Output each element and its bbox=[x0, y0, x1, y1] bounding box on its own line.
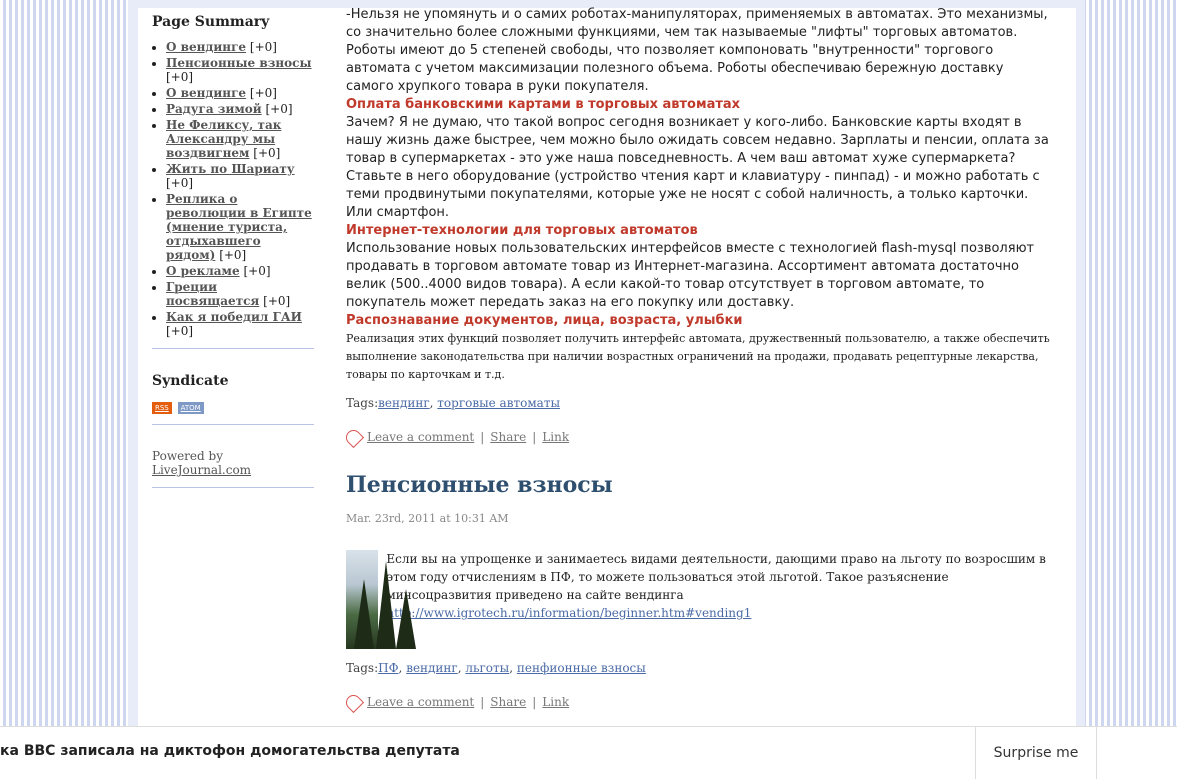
post-actions bbox=[346, 428, 1054, 446]
powered-by bbox=[152, 449, 314, 477]
summary-item bbox=[166, 118, 314, 160]
livejournal-link[interactable]: LiveJournal.com bbox=[152, 463, 252, 477]
summary-item bbox=[166, 56, 314, 84]
post-date: Mar. 23rd, 2011 at 10:31 AM bbox=[346, 512, 509, 525]
page-summary-list bbox=[152, 40, 314, 338]
sidebar bbox=[152, 10, 314, 512]
comment-count[interactable]: [+0] bbox=[166, 324, 194, 338]
separator: | bbox=[480, 695, 485, 709]
summary-link[interactable]: Реплика о революции в Египте (мнение туриста, отдыхавшего рядом) bbox=[166, 192, 312, 262]
summary-link[interactable]: О вендинге bbox=[166, 86, 247, 100]
tags-label: Tags: bbox=[346, 661, 379, 675]
divider bbox=[152, 348, 314, 349]
summary-link[interactable]: Как я победил ГАИ bbox=[166, 310, 302, 324]
post-paragraph: Использование новых пользовательских интерфейсов вместе с технологией flash-mysql позволяют продавать в торговом автомате товар из Интернет-магазина. Ассортимент автомата достаточно велик (500..4000 видов товара). А если какой-то товар отсутствует в торговом автомате, то покупатель может передать заказ на его покупку или доставку. bbox=[346, 241, 1035, 310]
section-title: Интернет-технологии для торговых автоматов bbox=[346, 223, 698, 238]
tag-link[interactable]: вендинг bbox=[378, 396, 430, 410]
post-url-link[interactable]: http://www.igrotech.ru/information/beginner.htm#vending1 bbox=[386, 606, 752, 620]
leave-comment-link[interactable]: Leave a comment bbox=[367, 430, 475, 444]
summary-item bbox=[166, 162, 314, 190]
rss-feed-button[interactable]: RSS bbox=[152, 402, 172, 414]
summary-item bbox=[166, 192, 314, 262]
tag-link[interactable]: вендинг bbox=[406, 661, 458, 675]
summary-link[interactable]: Радуга зимой bbox=[166, 102, 262, 116]
atom-feed-button[interactable]: ATOM bbox=[178, 402, 204, 414]
tree-icon bbox=[354, 579, 374, 649]
post-tags: Tags:ПФ, вендинг, льготы, пенфионные взносы bbox=[346, 661, 646, 675]
post-text bbox=[386, 550, 1054, 649]
section-title: Оплата банковскими картами в торговых автоматах bbox=[346, 97, 741, 112]
summary-item bbox=[166, 86, 314, 100]
main-content bbox=[346, 6, 1054, 711]
post-title[interactable]: Пенсионные взносы bbox=[346, 472, 613, 498]
tag-link[interactable]: льготы bbox=[465, 661, 510, 675]
summary-link[interactable]: Пенсионные взносы bbox=[166, 56, 312, 70]
surprise-me-button[interactable]: Surprise me bbox=[975, 727, 1097, 779]
post-image bbox=[346, 550, 378, 649]
comment-count[interactable]: [+0] bbox=[249, 40, 277, 54]
syndicate-title: Syndicate bbox=[152, 373, 229, 389]
separator: | bbox=[480, 430, 485, 444]
summary-link[interactable]: О рекламе bbox=[166, 264, 240, 278]
comment-count[interactable]: [+0] bbox=[166, 70, 194, 84]
powered-by-label: Powered by bbox=[152, 449, 223, 463]
summary-link[interactable]: Жить по Шариату bbox=[166, 162, 295, 176]
summary-link[interactable]: О вендинге bbox=[166, 40, 247, 54]
comment-count[interactable]: [+0] bbox=[263, 294, 291, 308]
summary-item bbox=[166, 280, 314, 308]
post-paragraph: -Нельзя не упомянуть и о самих роботах-манипуляторах, применяемых в автоматах. Это механизмы, со значительно более сложными функциями, чем так называемые "лифты" торговых автоматов. Роботы имеют до 5 степеней свободы, что позволяет компоновать "внутренности" торгового автомата с учетом максимизации полезного объема. Роботы обеспечиваю бережную доставку самого хрупкого товара в руки покупателя. bbox=[346, 7, 1048, 94]
heart-icon[interactable] bbox=[343, 691, 364, 712]
tree-icon bbox=[376, 561, 396, 649]
permalink[interactable]: Link bbox=[542, 695, 570, 709]
divider bbox=[152, 487, 314, 488]
page-summary-title: Page Summary bbox=[152, 14, 270, 30]
separator: | bbox=[532, 430, 537, 444]
post-tags: Tags:вендинг, торговые автоматы bbox=[346, 396, 561, 410]
leave-comment-link[interactable]: Leave a comment bbox=[367, 695, 475, 709]
summary-item bbox=[166, 264, 314, 278]
summary-item bbox=[166, 40, 314, 54]
comment-count[interactable]: [+0] bbox=[265, 102, 293, 116]
tag-link[interactable]: пенфионные взносы bbox=[516, 661, 646, 675]
summary-link[interactable]: Не Феликсу, так Александру мы воздвигнем bbox=[166, 118, 282, 160]
comment-count[interactable]: [+0] bbox=[166, 176, 194, 190]
permalink[interactable]: Link bbox=[542, 430, 570, 444]
tags-label: Tags: bbox=[346, 396, 379, 410]
comment-count[interactable]: [+0] bbox=[249, 86, 277, 100]
post-body bbox=[346, 550, 1054, 649]
summary-link[interactable]: Греции посвящается bbox=[166, 280, 260, 308]
news-headline[interactable]: ка BBC записала на диктофон домогательства депутата bbox=[0, 743, 460, 759]
tree-icon bbox=[396, 589, 416, 649]
share-link[interactable]: Share bbox=[490, 430, 527, 444]
tag-link[interactable]: ПФ bbox=[378, 661, 399, 675]
post-actions bbox=[346, 693, 1054, 711]
heart-icon[interactable] bbox=[343, 426, 364, 447]
comment-count[interactable]: [+0] bbox=[253, 146, 281, 160]
feed-badges bbox=[152, 399, 314, 414]
summary-item bbox=[166, 102, 314, 116]
news-bar bbox=[0, 726, 1177, 779]
tag-link[interactable]: торговые автоматы bbox=[437, 396, 561, 410]
post-paragraph: Зачем? Я не думаю, что такой вопрос сегодня возникает у кого-либо. Банковские карты входят в нашу жизнь даже быстрее, чем можно было ожидать совсем недавно. Зарплаты и пенсии, оплата за товар в супермаркетах - это уже наша повседневность. А чем ваш автомат хуже супермаркета? Ставьте в него оборудование (устройство чтения карт и клавиатуру - пинпад) - и можно работать с теми продвинутыми покупателями, которые уже не носят с собой наличность, а только карточки. Или смартфон. bbox=[346, 115, 1049, 220]
share-link[interactable]: Share bbox=[490, 695, 527, 709]
divider bbox=[152, 424, 314, 425]
summary-item bbox=[166, 310, 314, 338]
comment-count[interactable]: [+0] bbox=[243, 264, 271, 278]
post-paragraph: Реализация этих функций позволяет получить интерфейс автомата, дружественный пользователю, а также обеспечить выполнение законодательства при наличии возрастных ограничений на продажи, продавать рецептурные лекарства, товары по карточкам и т.д. bbox=[346, 332, 1050, 381]
comment-count[interactable]: [+0] bbox=[219, 248, 247, 262]
section-title: Распознавание документов, лица, возраста, улыбки bbox=[346, 313, 743, 328]
separator: | bbox=[532, 695, 537, 709]
post-paragraph: Если вы на упрощенке и занимаетесь видами деятельности, дающими право на льготу по возросшим в этом году отчислениям в ПФ, то можете пользоваться этой льготой. Такое разъяснение минсоцразвития приведено на сайте вендинга bbox=[386, 552, 1046, 602]
